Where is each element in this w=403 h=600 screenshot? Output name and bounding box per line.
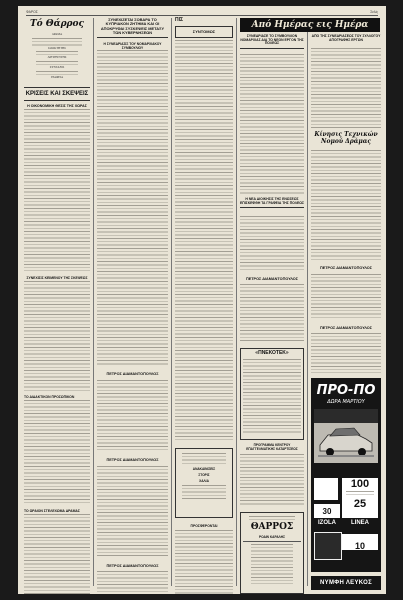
masthead-line: ΔΙΕΥΘΥΝΤΗΣ — [47, 55, 67, 60]
subhead: Η ΟΙΚΟΝΟΜΙΚΗ ΘΕΣΙΣ ΤΗΣ ΧΩΡΑΣ — [27, 104, 87, 108]
footer-advertisement — [311, 576, 381, 590]
column-2 — [97, 18, 168, 588]
signature: ΠΕΤΡΟΣ ΔΙΑΜΑΝΤΟΠΟΥΛΟΣ — [106, 372, 159, 376]
article-text — [97, 380, 168, 452]
masthead-line: ΙΔΙΟΚΤΗΤΗΣ — [48, 45, 66, 50]
article-text — [311, 333, 381, 373]
section-title: ΚΡΙΣΕΙΣ ΚΑΙ ΣΚΕΨΕΙΣ — [24, 91, 90, 101]
ad-line: ΑΝΑΚΑΙΝΙΣΕΙΣ — [192, 467, 216, 471]
column-3 — [175, 18, 233, 588]
section-title: Κίνησις Τεχνικών Νομού Δράμας — [314, 131, 378, 145]
masthead-line: ΣΥΝΤΑΞΙΣ — [49, 65, 65, 70]
prize-number: 25 — [353, 498, 367, 510]
section-banner-title: Από Ημέρας εις Ημέρα — [251, 20, 369, 30]
article-text — [24, 514, 90, 594]
headline: ΑΠΟ ΤΗΣ ΣΥΝΕΔΡΙΑΣΕΩΣ ΤΟΥ ΣΥΛΛΟΓΟΥ ΑΠΟΓΡΑΦΗΣ ΕΡΓΩΝ — [311, 34, 381, 42]
ad-label: ΠΡΟΣΦΕΡΟΝΤΑΙ — [190, 524, 218, 528]
signature: ΠΕΤΡΟΣ ΔΙΑΜΑΝΤΟΠΟΥΛΟΣ — [319, 326, 373, 330]
article-text — [24, 400, 90, 504]
column-rule — [171, 18, 172, 586]
prize-label: LINEA — [351, 520, 369, 526]
tv-image — [314, 532, 342, 560]
column-rule — [236, 18, 237, 586]
prize-tile — [342, 478, 378, 518]
column-title: ΣΥΝΤΟΜΩΣ — [192, 28, 216, 34]
ad-subtitle: ΡΟΔΙΝ ΚΑΡΑΛΗΣ — [258, 534, 286, 539]
headline: ΣΥΝΕΧΙΖΕΤΑΙ ΣΟΒΑΡΑ ΤΟ ΚΥΠΡΙΑΚΟΝ ΖΗΤΗΜΑ ΚΑΙ ΟΙ ΑΠΟΚΡΥΦΑΙ ΣΥΣΚΕΨΕΙΣ ΜΕΤΑΞΥ ΤΩΝ ΚΥΒΕΡΝΗΣΕΩΝ — [97, 18, 168, 38]
propo-subtitle: ΔΩΡΑ ΜΑΡΤΙΟΥ — [327, 399, 365, 405]
propo-title: ΠΡΟ-ΠΟ — [316, 383, 376, 398]
notice-box — [240, 348, 304, 440]
car-photo — [314, 409, 378, 463]
signature: ΠΕΤΡΟΣ ΔΙΑΜΑΝΤΟΠΟΥΛΟΣ — [245, 277, 299, 281]
headline: ΣΥΝΕΔΡΙΑΣΕ ΤΟ ΣΥΜΒΟΥΛΙΟΝ ΝΟΜΑΡΧΙΑΣ ΔΙΑ ΤΟ ΝΕΟΝ ΕΡΓΟΝ ΤΗΣ ΠΟΛΕΩΣ — [240, 35, 304, 49]
footer-ad-text: ΝΥΜΦΗ ΛΕΥΚΟΣ — [320, 580, 372, 586]
prize-label: IZOLA — [318, 520, 336, 526]
prize-number: 30 — [322, 506, 332, 516]
subhead: ΣΥΝΕΧΙΣΙΣ ΚΕΙΜΕΝΟΥ ΤΗΣ ΣΚΕΨΕΩΣ — [26, 276, 88, 280]
article-text — [240, 216, 304, 272]
signature: ΠΕΤΡΟΣ ΔΙΑΜΑΝΤΟΠΟΥΛΟΣ — [106, 458, 159, 462]
subhead: Η ΣΥΝΕΔΡΙΑΣΙΣ ΤΟΥ ΝΟΜΑΡΧΙΑΚΟΥ ΣΥΜΒΟΥΛΙΟΥ — [103, 42, 162, 50]
ad-title: ΘΑΡΡΟΣ — [250, 522, 294, 532]
prize-grid — [314, 478, 378, 568]
article-text — [97, 50, 168, 366]
masthead-box — [24, 18, 90, 88]
notice-title: «ΠΝΕΚΟΤΕΚ» — [255, 350, 289, 356]
article-text — [240, 284, 304, 342]
advertisement — [240, 512, 304, 594]
prize-tile — [314, 504, 340, 518]
program-text — [240, 454, 304, 506]
listings-text — [175, 40, 233, 440]
subhead: ΤΟ ΩΡΑΙΟΝ ΣΤΕΛΕΧΩΜΑ ΔΡΑΜΑΣ — [24, 509, 80, 513]
prize-tile — [342, 534, 378, 550]
article-text — [97, 571, 168, 594]
masthead-line: ΔΡΑΜΑ — [51, 31, 63, 36]
subhead: ΤΟ ΔΙΔΑΚΤΙΚΟΝ ΠΡΟΣΩΠΙΚΟΝ — [24, 395, 75, 399]
signature: ΠΕΤΡΟΣ ΔΙΑΜΑΝΤΟΠΟΥΛΟΣ — [106, 564, 159, 568]
prize-number: 100 — [350, 478, 370, 490]
running-head-left: ΦΑΡΟΣ — [26, 9, 38, 14]
masthead-line: ΓΡΑΦΕΙΑ — [50, 75, 64, 80]
column-rule — [307, 18, 308, 586]
ad-line: ΣΤΟΡΙΣ — [198, 473, 210, 477]
article-text — [311, 150, 381, 260]
column-1 — [24, 18, 90, 588]
newspaper-page — [18, 6, 386, 594]
running-head — [26, 8, 378, 16]
article-text — [311, 48, 381, 128]
title-box — [175, 26, 233, 38]
masthead-title: Τό Θάρρος — [29, 19, 85, 29]
article-text — [311, 274, 381, 320]
column-rule — [93, 18, 94, 586]
car-icon — [314, 409, 378, 463]
headline: Η ΝΕΑ ΔΙΟΙΚΗΣΙΣ ΤΗΣ ΕΝΩΣΕΩΣ ΕΠΙΣΚΕΦΘΗ ΤΑ ΓΡΑΦΕΙΑ ΤΗΣ ΠΟΛΕΩΣ — [240, 198, 304, 208]
article-text — [240, 54, 304, 194]
propo-advertisement — [311, 378, 381, 572]
article-text — [24, 281, 90, 391]
signature: ΠΕΤΡΟΣ ΔΙΑΜΑΝΤΟΠΟΥΛΟΣ — [319, 266, 373, 270]
small-ad — [175, 448, 233, 518]
article-text — [24, 109, 90, 271]
column-title: ΠΙΣ — [175, 17, 184, 23]
prize-number: 10 — [354, 541, 365, 551]
running-head-right: Σελίς — [370, 9, 378, 14]
listings-text — [175, 530, 233, 594]
ad-line: ΧΑΛΙΑ — [199, 479, 209, 483]
article-text — [97, 466, 168, 558]
program-title: ΠΡΟΓΡΑΜΜΑ ΚΕΝΤΡΟΥ ΕΠΑΓΓΕΛΜΑΤΙΚΗΣ ΚΑΤΑΡΤΙΣΕΩΣ — [246, 443, 298, 451]
column-5 — [311, 18, 381, 588]
